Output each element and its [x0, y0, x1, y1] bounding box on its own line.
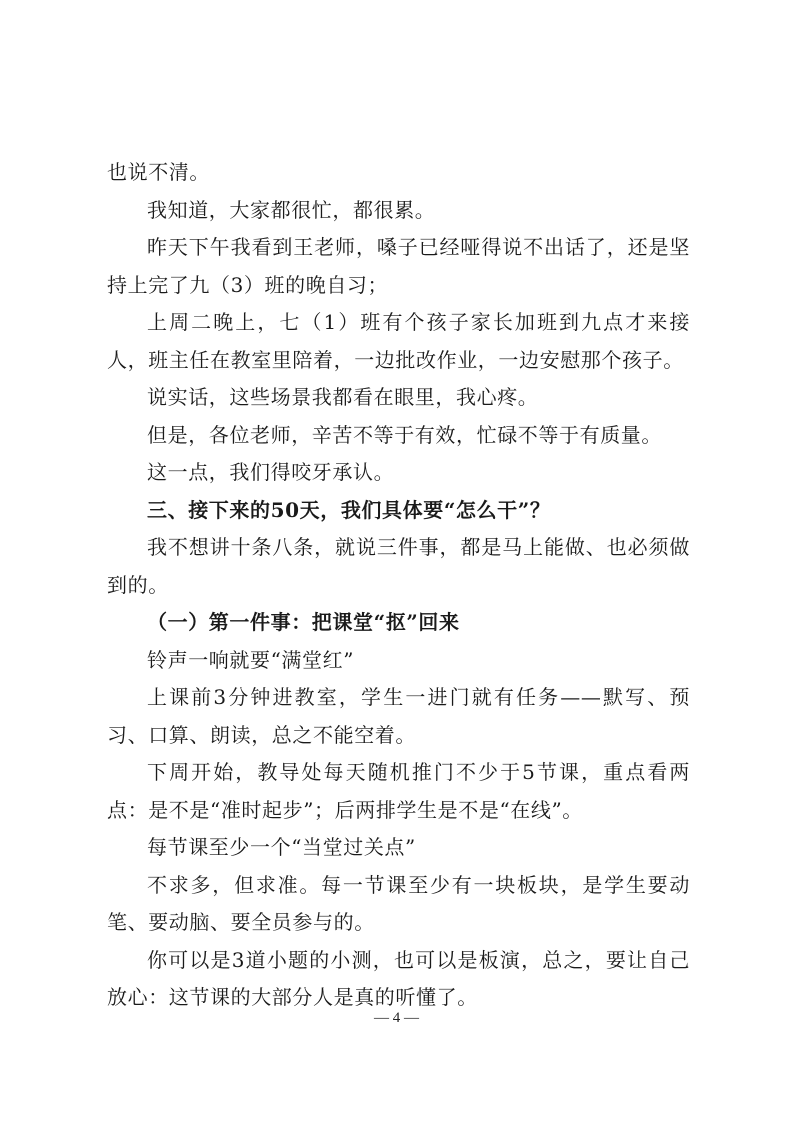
page-number: — 4 —: [374, 1010, 419, 1026]
paragraph: 上课前3分钟进教室，学生一进门就有任务——默写、预习、口算、朗读，总之不能空着。: [107, 685, 690, 747]
paragraph: 铃声一响就要“满堂红”: [147, 647, 355, 672]
paragraph: 我不想讲十条八条，就说三件事，都是马上能做、也必须做到的。: [107, 535, 690, 597]
paragraph: 你可以是3道小题的小测，也可以是板演，总之，要让自己放心：这节课的大部分人是真的听懂了。: [107, 947, 690, 1009]
paragraph-continuation: 也说不清。: [107, 160, 210, 184]
paragraph: 这一点，我们得咬牙承认。: [147, 460, 395, 484]
paragraph: 我知道，大家都很忙，都很累。: [147, 197, 436, 222]
paragraph: 说实话，这些场景我都看在眼里，我心疼。: [147, 385, 539, 409]
section-heading: 三、接下来的50天，我们具体要“怎么干”？: [147, 497, 551, 522]
paragraph: 不求多，但求准。每一节课至少有一块板块，是学生要动笔、要动脑、要全员参与的。: [107, 872, 690, 934]
paragraph: 下周开始，教导处每天随机推门不少于5节课，重点看两点：是不是“准时起步”；后两排学生是不是“在线”。: [107, 760, 690, 822]
paragraph: 但是，各位老师，辛苦不等于有效，忙碌不等于有质量。: [147, 422, 662, 447]
paragraph: 每节课至少一个“当堂过关点”: [147, 835, 416, 859]
document-body: [107, 154, 690, 1017]
paragraph: 昨天下午我看到王老师，嗓子已经哑得说不出话了，还是坚持上完了九（3）班的晚自习；: [107, 235, 690, 297]
subsection-heading: （一）第一件事：把课堂“抠”回来: [147, 610, 460, 634]
paragraph: 上周二晚上，七（1）班有个孩子家长加班到九点才来接人，班主任在教室里陪着，一边批改作业，一边安慰那个孩子。: [107, 310, 690, 372]
